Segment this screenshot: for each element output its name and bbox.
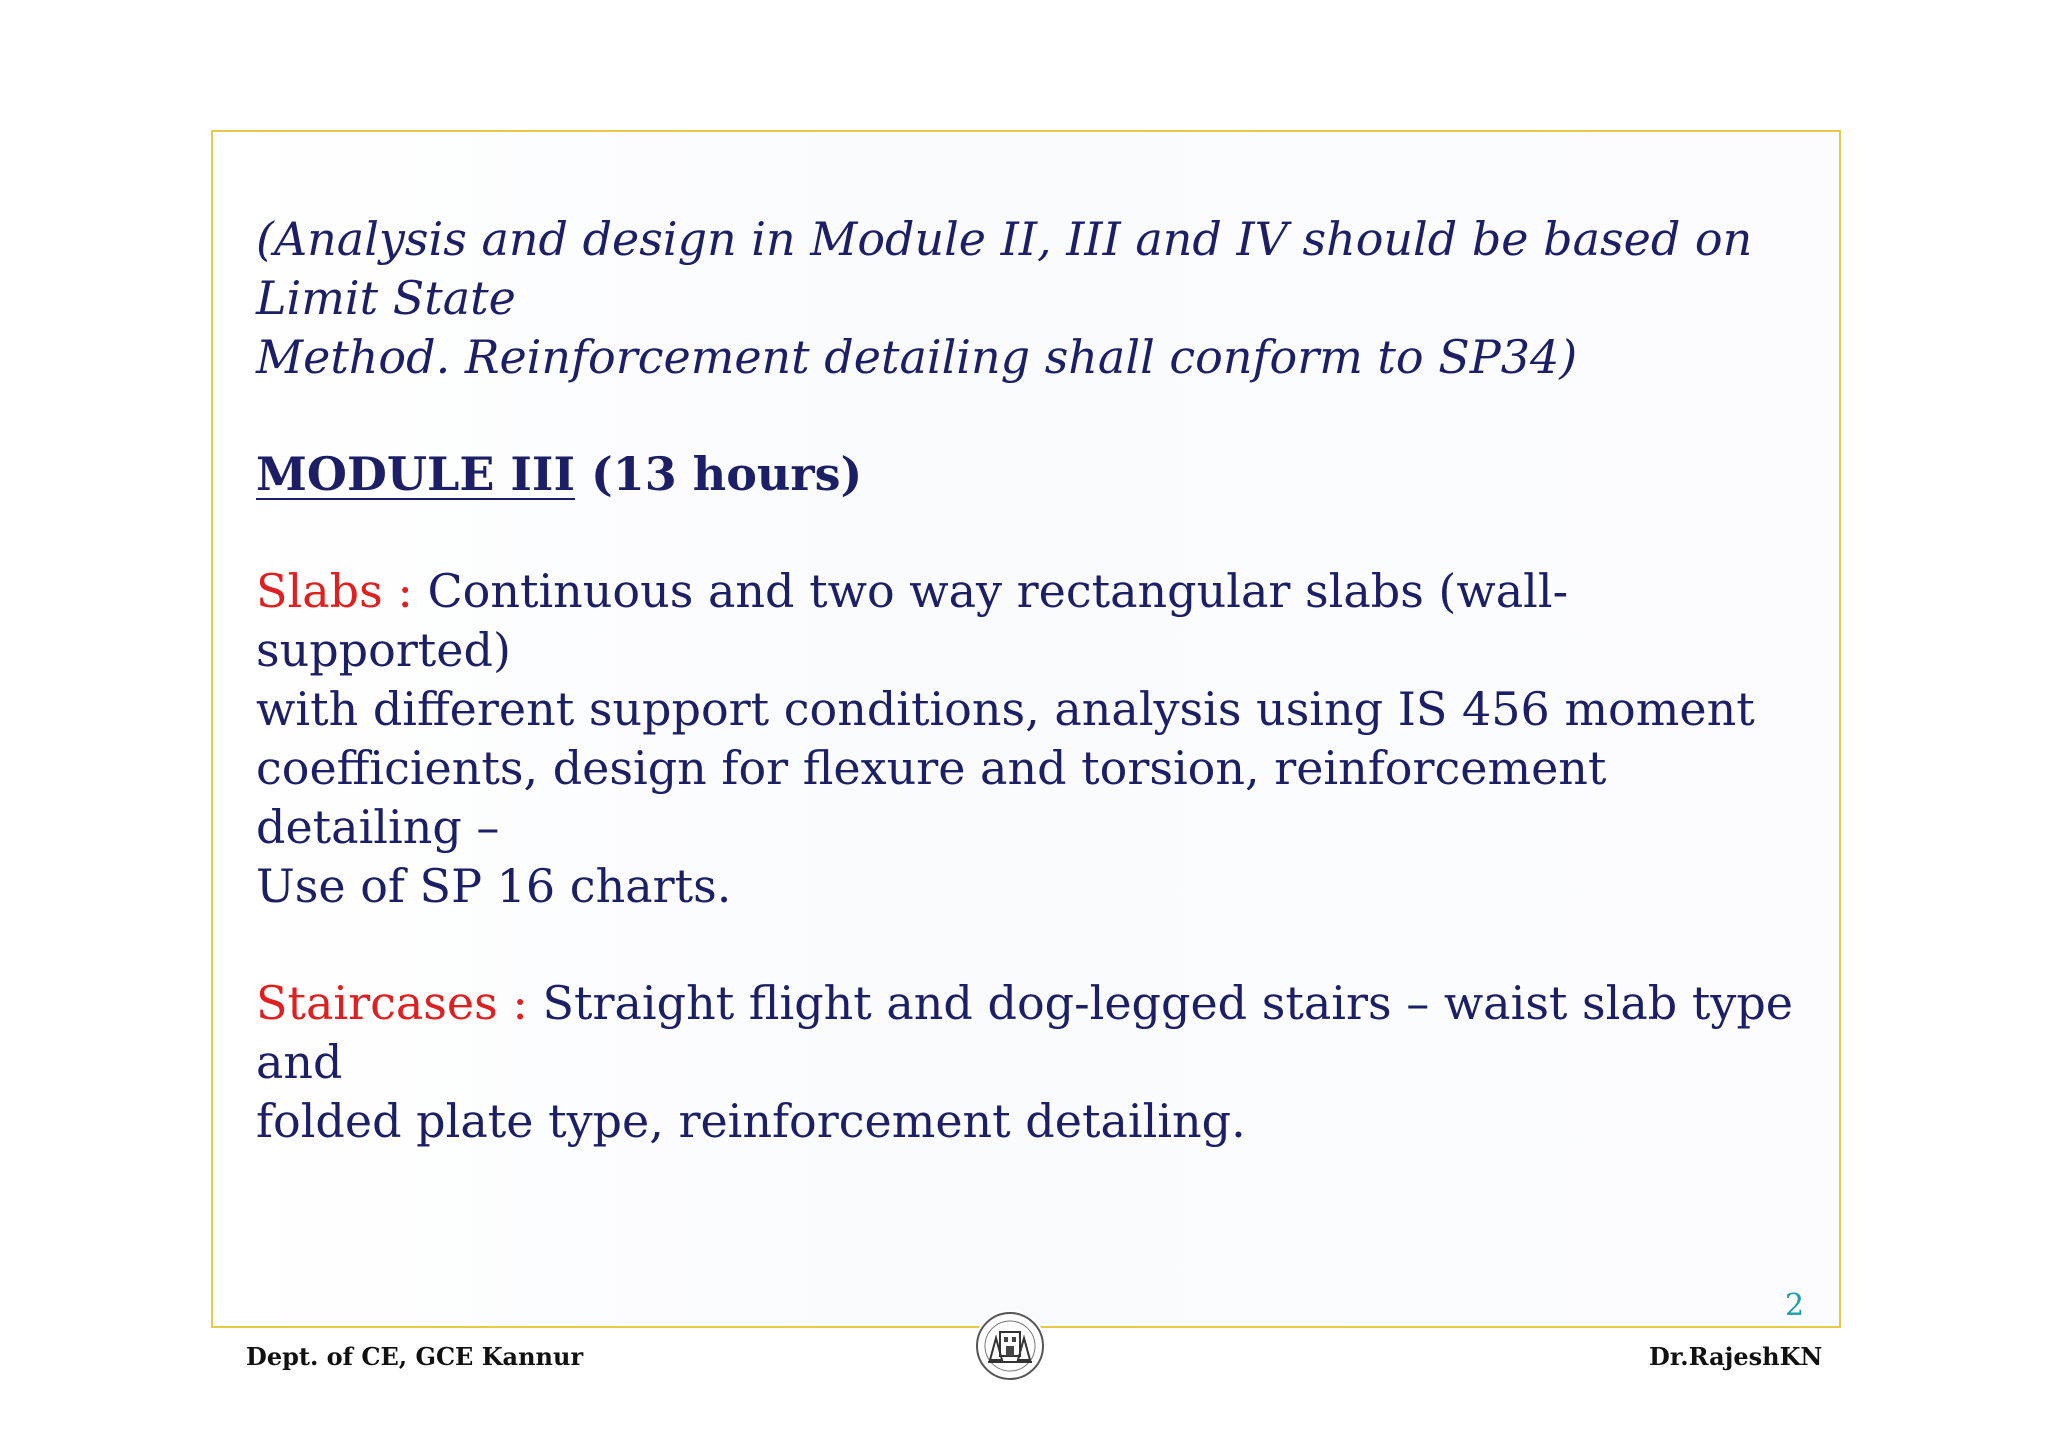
slabs-line-1: Continuous and two way rectangular slabs (wall-supported): [256, 564, 1569, 677]
intro-line-2: Method. Reinforcement detailing shall conform to SP34): [256, 330, 1578, 384]
slabs-line-4: Use of SP 16 charts.: [256, 859, 732, 913]
slide-content: [256, 210, 1816, 1151]
intro-note: [256, 210, 1816, 387]
staircases-paragraph: [256, 974, 1816, 1151]
staircases-line-2: folded plate type, reinforcement detailing.: [256, 1094, 1246, 1148]
slabs-line-2: with different support conditions, analysis using IS 456 moment: [256, 682, 1755, 736]
slabs-label: Slabs :: [256, 564, 428, 618]
module-heading: [256, 445, 1816, 504]
college-seal-graphic: [974, 1310, 1046, 1382]
college-seal-icon: [974, 1310, 1046, 1382]
module-title: MODULE III: [256, 447, 575, 501]
intro-line-1: (Analysis and design in Module II, III and IV should be based on Limit State: [256, 212, 1753, 325]
module-hours: (13 hours): [574, 447, 863, 501]
footer-author: Dr.RajeshKN: [1649, 1342, 1823, 1371]
slabs-line-3: coefficients, design for flexure and torsion, reinforcement detailing –: [256, 741, 1607, 854]
slabs-paragraph: [256, 562, 1816, 916]
staircases-line-1: Straight flight and dog-legged stairs – waist slab type and: [256, 976, 1793, 1089]
staircases-label: Staircases :: [256, 976, 543, 1030]
page-number: 2: [1785, 1288, 1805, 1323]
footer-department: Dept. of CE, GCE Kannur: [246, 1342, 584, 1371]
